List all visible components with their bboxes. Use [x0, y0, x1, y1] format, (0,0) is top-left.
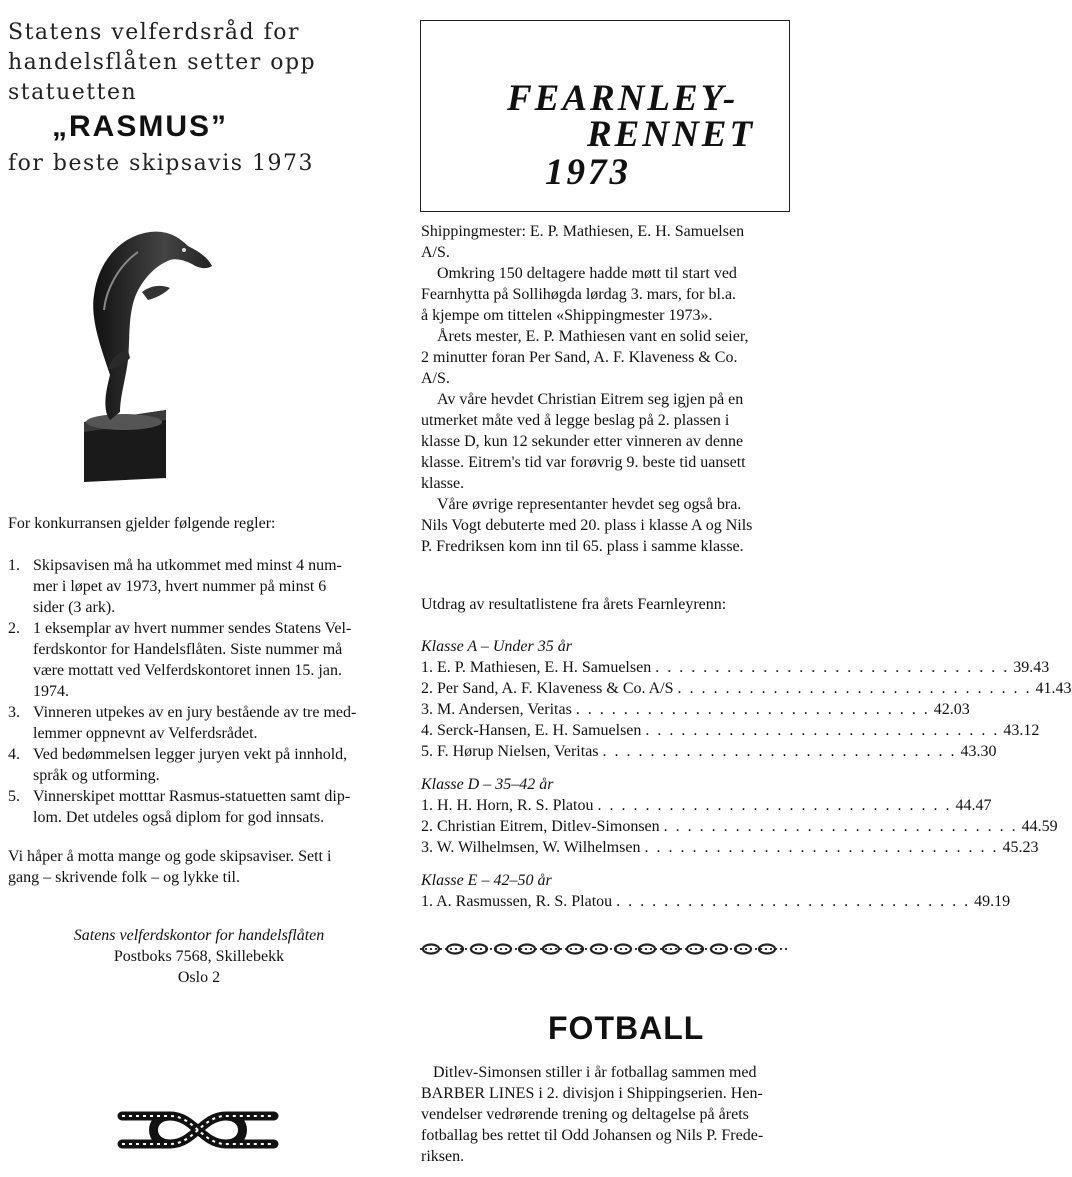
class-title: Klasse A – Under 35 år — [421, 638, 572, 655]
result-row: 1. A. Rasmussen, R. S. Platou . . . . . . . . . . . . . . . . . . . . . . . . . . . . . . 49.19 — [421, 893, 1011, 910]
rasmus-subtitle: for beste skipsavis 1973 — [8, 151, 315, 176]
class-title: Klasse D – 35–42 år — [421, 776, 554, 793]
result-row: 1. H. H. Horn, R. S. Platou . . . . . . . . . . . . . . . . . . . . . . . . . . . . . . 44.47 — [421, 797, 992, 814]
result-row: 3. M. Andersen, Veritas . . . . . . . . . . . . . . . . . . . . . . . . . . . . . . 42.03 — [421, 701, 970, 718]
rasmus-title: „RASMUS” — [52, 110, 229, 143]
sign-box: Postboks 7568, Skillebekk — [113, 948, 285, 965]
chain-link — [495, 945, 511, 954]
chain-link — [471, 945, 487, 954]
results-intro: Utdrag av resultatlistene fra årets Fearnleyrenn: — [421, 596, 727, 613]
closing-line: gang – skrivende folk – og lykke til. — [8, 869, 240, 886]
chain-link — [711, 945, 727, 954]
rule-number: 2. — [8, 620, 20, 637]
chain-link — [591, 945, 607, 954]
rule-number: 1. — [8, 557, 20, 574]
header-line: Statens velferdsråd for — [8, 20, 300, 45]
paragraph: Omkring 150 deltagere hadde møtt til start ved Fearnhytta på Sollihøgda lørdag 3. mars, for bl.a. å kjempe om tittelen «Shippingmester 1973». — [421, 265, 737, 324]
result-row: 5. F. Hørup Nielsen, Veritas . . . . . . . . . . . . . . . . . . . . . . . . . . . . . . 43.30 — [421, 743, 997, 760]
paragraph: Årets mester, E. P. Mathiesen vant en solid seier, 2 minutter foran Per Sand, A. F. Klaveness & Co. A/S. — [421, 328, 749, 387]
title-line: RENNET — [587, 114, 756, 155]
chain-link — [735, 945, 751, 954]
rasmus-header — [8, 18, 398, 108]
header-line: handelsflåten setter opp — [8, 50, 317, 75]
fearnley-title-box — [420, 20, 790, 212]
signature-block — [8, 925, 390, 988]
result-row: 2. Christian Eitrem, Ditlev-Simonsen . . . . . . . . . . . . . . . . . . . . . . . . . . . . . . 44.59 — [421, 818, 1058, 835]
chain-link — [615, 945, 631, 954]
result-row: 2. Per Sand, A. F. Klaveness & Co. A/S . . . . . . . . . . . . . . . . . . . . . . . . . . . . . . 41.43 — [421, 680, 1072, 697]
rope-knot-icon — [118, 1100, 278, 1160]
rule-item: 2. 1 eksemplar av hvert nummer sendes Statens Vel- ferdskontor for Handelsflåten. Siste nummer må være mottatt ved Velferdskontoret innen 15. jan. 1974. — [8, 620, 352, 700]
rule-item: 1. Skipsavisen må ha utkommet med minst 4 num- mer i løpet av 1973, hvert nummer på minst 6 sider (3 ark). — [8, 557, 342, 616]
rule-item: 3. Vinneren utpekes av en jury bestående av tre med- lemmer oppnevnt av Velferdsrådet. — [8, 704, 357, 742]
header-line: statuetten — [8, 80, 138, 105]
rules-section — [8, 513, 390, 888]
rule-number: 3. — [8, 704, 20, 721]
results-section — [421, 594, 1072, 912]
fearnley-article — [421, 221, 790, 557]
closing-line: Vi håper å motta mange og gode skipsaviser. Sett i — [8, 848, 332, 865]
fotball-article: Ditlev-Simonsen stiller i år fotballag sammen med BARBER LINES i 2. divisjon i Shippingserien. Hen- vendelser vedrørende trening og deltagelse på årets fotballag bes rettet til Odd Johansen og Nils P. Frede- riksen. — [421, 1064, 764, 1165]
rule-item: 4. Ved bedømmelsen legger juryen vekt på innhold, språk og utforming. — [8, 746, 348, 784]
result-row: 1. E. P. Mathiesen, E. H. Samuelsen . . . . . . . . . . . . . . . . . . . . . . . . . . . . . . 39.43 — [421, 659, 1050, 676]
sign-city: Oslo 2 — [177, 969, 221, 986]
paragraph: Våre øvrige representanter hevdet seg også bra. Nils Vogt debuterte med 20. plass i klasse A og Nils P. Fredriksen kom inn til 65. plass i samme klasse. — [421, 496, 753, 555]
title-line: FEARNLEY- — [507, 78, 739, 119]
rule-number: 5. — [8, 788, 20, 805]
sign-org: Satens velferdskontor for handelsflåten — [73, 927, 325, 944]
dolphin-statuette-image — [80, 200, 220, 485]
title-line: 1973 — [545, 152, 631, 193]
fotball-heading: FOTBALL — [548, 1010, 705, 1046]
rule-number: 4. — [8, 746, 20, 763]
rules-intro: For konkurransen gjelder følgende regler: — [8, 515, 276, 532]
paragraph: Shippingmester: E. P. Mathiesen, E. H. Samuelsen A/S. — [421, 223, 745, 261]
class-title: Klasse E – 42–50 år — [421, 872, 552, 889]
chain-divider-icon — [420, 942, 790, 956]
result-row: 3. W. Wilhelmsen, W. Wilhelmsen . . . . . . . . . . . . . . . . . . . . . . . . . . . . . . 45.23 — [421, 839, 1039, 856]
result-row: 4. Serck-Hansen, E. H. Samuelsen . . . . . . . . . . . . . . . . . . . . . . . . . . . . . . 43.12 — [421, 722, 1040, 739]
rule-item: 5. Vinnerskipet motttar Rasmus-statuetten samt dip- lom. Det utdeles også diplom for god innsats. — [8, 788, 351, 826]
rules-list — [8, 555, 390, 828]
paragraph: Av våre hevdet Christian Eitrem seg igjen på en utmerket måte ved å legge beslag på 2. plassen i klasse D, kun 12 sekunder etter vinneren av denne klasse. Eitrem's tid var forøvrig 9. beste tid uansett klasse. — [421, 391, 746, 492]
